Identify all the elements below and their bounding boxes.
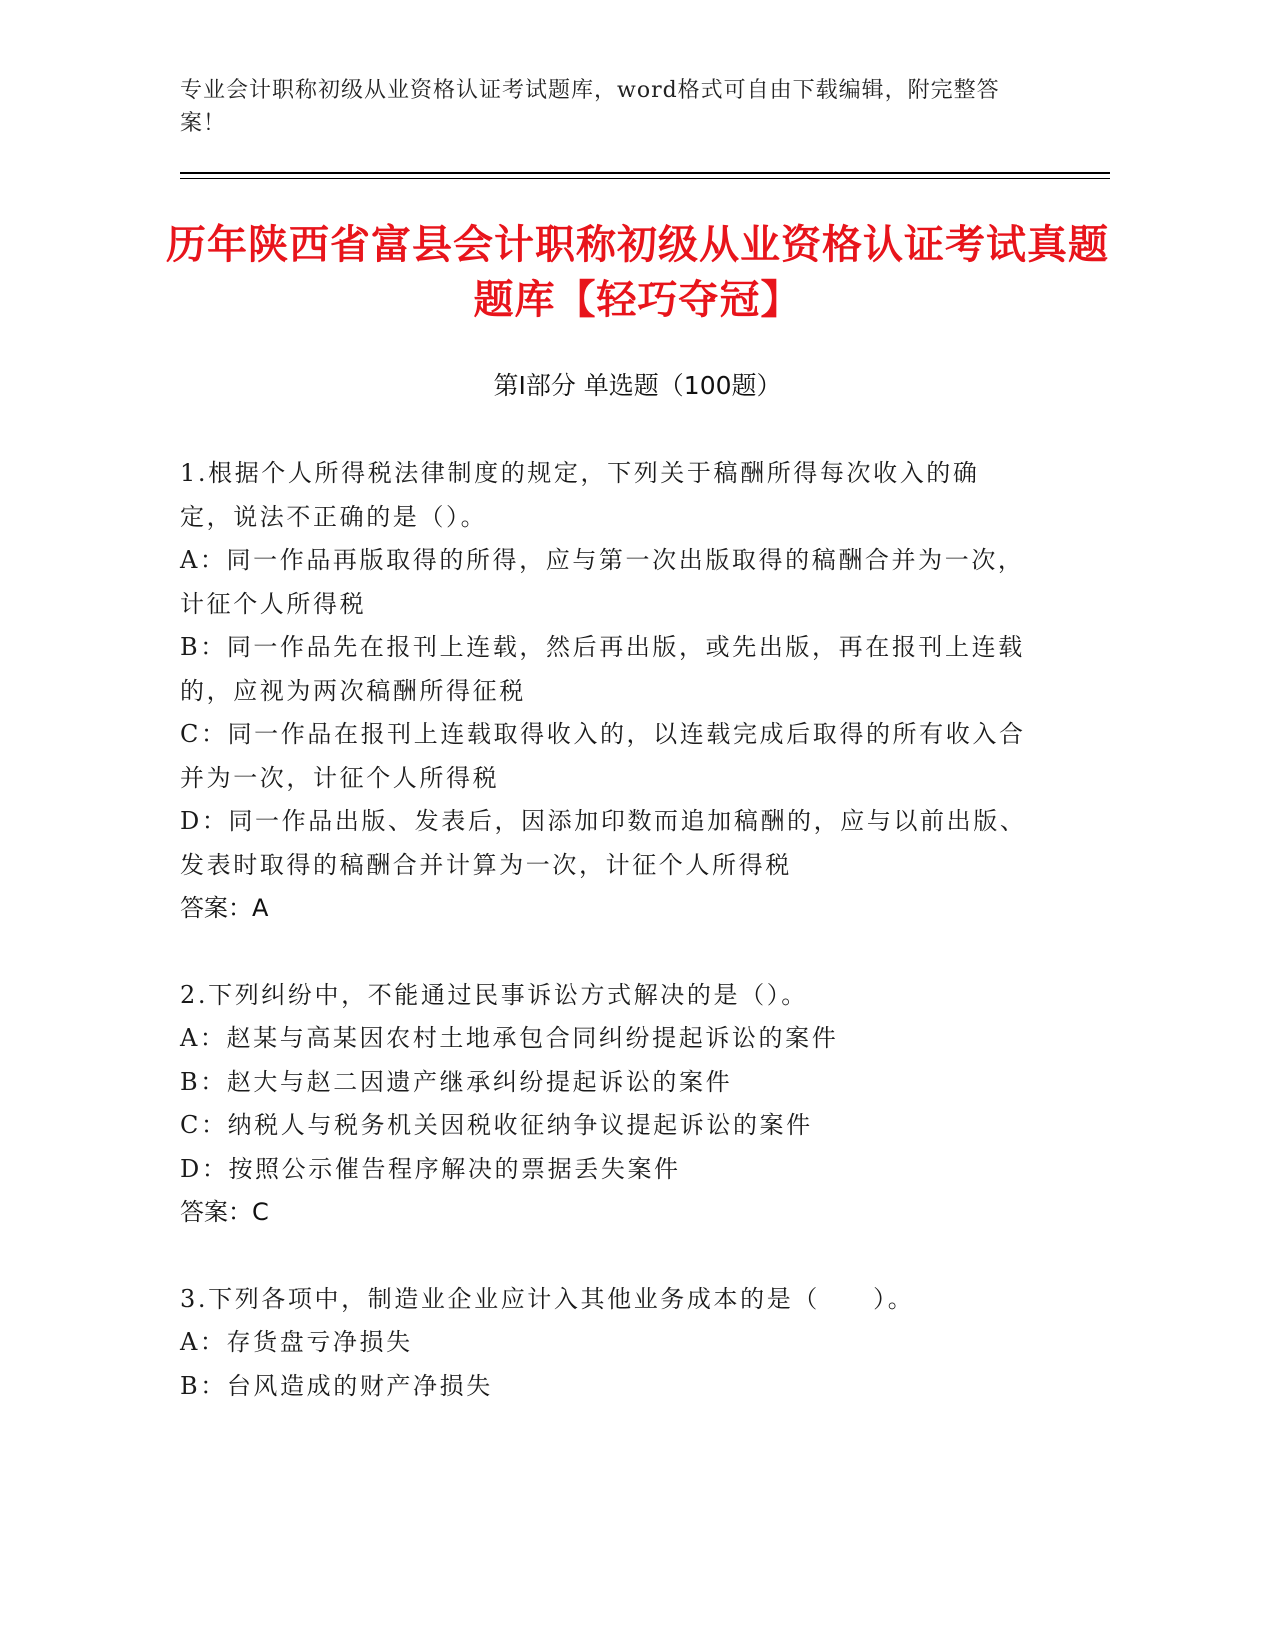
- option-d: D：按照公示催告程序解决的票据丢失案件: [180, 1154, 681, 1183]
- question-stem: 2.下列纠纷中，不能通过民事诉讼方式解决的是（）。: [180, 980, 808, 1009]
- option-c: C：纳税人与税务机关因税收征纳争议提起诉讼的案件: [180, 1111, 813, 1139]
- question-list: [180, 452, 1030, 1451]
- header-divider-thin: [180, 178, 1110, 179]
- question-1: [180, 452, 1030, 931]
- header-note: 专业会计职称初级从业资格认证考试题库，word格式可自由下载编辑，附完整答案！: [180, 78, 1000, 136]
- question-stem: 1.根据个人所得税法律制度的规定，下列关于稿酬所得每次收入的确定，说法不正确的是（）。: [180, 459, 980, 531]
- option-d: D：同一作品出版、发表后，因添加印数而追加稿酬的，应与以前出版、发表时取得的稿酬合并计算为一次，计征个人所得税: [180, 807, 1027, 879]
- answer-text: 答案：C: [180, 1198, 269, 1226]
- option-b: B：同一作品先在报刊上连载，然后再出版，或先出版，再在报刊上连载的，应视为两次稿酬所得征税: [180, 633, 1025, 705]
- option-c: C：同一作品在报刊上连载取得收入的，以连载完成后取得的所有收入合并为一次，计征个人所得税: [180, 720, 1026, 792]
- option-b: B：赵大与赵二因遗产继承纠纷提起诉讼的案件: [180, 1067, 733, 1096]
- question-2: [180, 974, 1030, 1235]
- answer-text: 答案：A: [180, 894, 269, 922]
- option-a: A：赵某与高某因农村土地承包合同纠纷提起诉讼的案件: [180, 1024, 839, 1052]
- section-title: 第Ⅰ部分 单选题（100题）: [493, 371, 782, 400]
- question-3: [180, 1278, 1030, 1409]
- header-divider-thick: [180, 172, 1110, 174]
- document-title: 历年陕西省富县会计职称初级从业资格认证考试真题题库【轻巧夺冠】: [166, 222, 1109, 323]
- option-a: A：存货盘亏净损失: [180, 1328, 413, 1356]
- question-stem: 3.下列各项中，制造业企业应计入其他业务成本的是（ ）。: [180, 1284, 915, 1313]
- option-b: B：台风造成的财产净损失: [180, 1371, 493, 1400]
- option-a: A：同一作品再版取得的所得，应与第一次出版取得的稿酬合并为一次，计征个人所得税: [180, 546, 1025, 618]
